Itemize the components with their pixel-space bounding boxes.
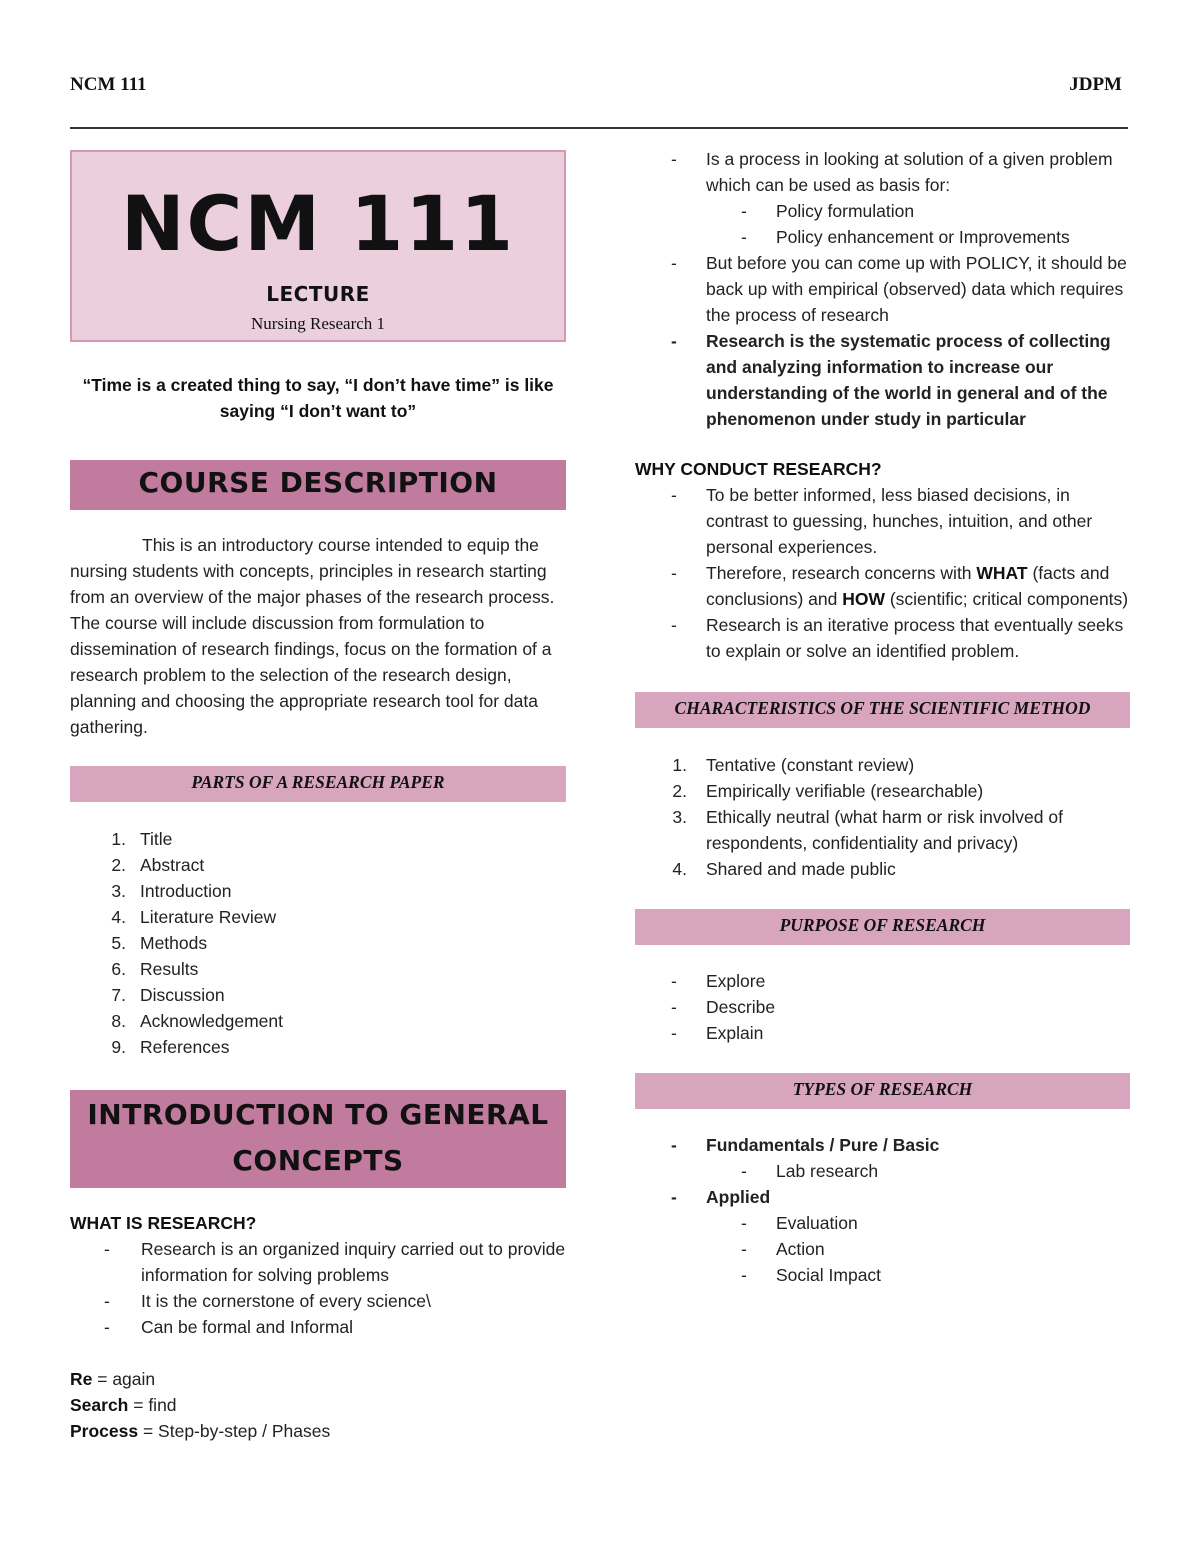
list-item: - Is a process in looking at solution of a given problem which can be used as basis for: xyxy=(671,149,1113,195)
list-item: - Lab research xyxy=(741,1161,879,1181)
parts-list xyxy=(104,826,566,1060)
what-is-research-list xyxy=(104,1236,566,1340)
list-item: - Policy enhancement or Improvements xyxy=(741,227,1070,247)
what-is-research-heading: WHAT IS RESEARCH? xyxy=(70,1213,257,1233)
definition-row: Search = find xyxy=(70,1395,177,1415)
basis-sublist xyxy=(741,198,1130,250)
list-item: - Social Impact xyxy=(741,1265,882,1285)
definitions xyxy=(70,1366,566,1444)
purpose-list xyxy=(671,968,1130,1046)
right-column xyxy=(635,146,1130,1288)
list-item: - Explore xyxy=(671,971,766,991)
definition-row: Process = Step-by-step / Phases xyxy=(70,1421,331,1441)
document-title: NCM 111 xyxy=(120,179,516,268)
research-process-list xyxy=(671,146,1130,198)
list-item: - Research is an organized inquiry carried out to provide information for solving problems xyxy=(104,1239,566,1285)
header-divider xyxy=(70,127,1128,129)
list-item: - Action xyxy=(741,1239,825,1259)
list-item: - Research is an iterative process that eventually seeks to explain or solve an identified problem. xyxy=(671,615,1124,661)
characteristics-list xyxy=(665,752,1130,882)
list-item: 3. Ethically neutral (what harm or risk involved of respondents, confidentiality and privacy) xyxy=(672,807,1063,853)
research-process-list-continued xyxy=(671,250,1130,432)
list-item: - But before you can come up with POLICY, it should be back up with empirical (observed) data which requires the process of research xyxy=(671,253,1127,325)
list-item: - Explain xyxy=(671,1023,764,1043)
left-column xyxy=(70,150,566,1444)
quote: “Time is a created thing to say, “I don’t have time” is like saying “I don’t want to” xyxy=(82,375,554,421)
list-item: - Applied xyxy=(671,1187,771,1207)
list-item: - Evaluation xyxy=(741,1213,858,1233)
header-course-code: NCM 111 xyxy=(70,74,147,95)
list-item: - Can be formal and Informal xyxy=(104,1317,354,1337)
characteristics-heading: CHARACTERISTICS OF THE SCIENTIFIC METHOD xyxy=(635,692,1130,728)
types-heading: TYPES OF RESEARCH xyxy=(635,1073,1130,1109)
intro-heading-line-1: INTRODUCTION TO GENERAL xyxy=(87,1098,549,1131)
list-item: - Therefore, research concerns with WHAT (facts and conclusions) and HOW (scientific; critical components) xyxy=(671,563,1129,609)
types-list-applied xyxy=(671,1184,1130,1210)
list-item: 6. Results xyxy=(111,959,199,979)
types-applied-sublist xyxy=(741,1210,1130,1288)
course-description-text: This is an introductory course intended to equip the nursing students with concepts, principles in research starting from an overview of the major phases of the research process. The course will include discussion from formulation to dissemination of research findings, focus on the formation of a research problem to the selection of the research design, planning and choosing the appropriate research tool for data gathering. xyxy=(70,535,555,737)
list-item: - To be better informed, less biased decisions, in contrast to guessing, hunches, intuition, and other personal experiences. xyxy=(671,485,1093,557)
definition-row: Re = again xyxy=(70,1369,156,1389)
document-subtitle: LECTURE xyxy=(266,282,370,306)
list-item: 2. Abstract xyxy=(111,855,205,875)
list-item: 7. Discussion xyxy=(111,985,225,1005)
header-author-initials: JDPM xyxy=(1069,74,1122,95)
list-item: 8. Acknowledgement xyxy=(111,1011,283,1031)
parts-heading: PARTS OF A RESEARCH PAPER xyxy=(70,766,566,802)
list-item: - It is the cornerstone of every science\ xyxy=(104,1291,431,1311)
list-item: - Fundamentals / Pure / Basic xyxy=(671,1135,940,1155)
types-list xyxy=(671,1132,1130,1158)
list-item: 5. Methods xyxy=(111,933,208,953)
list-item: 4. Literature Review xyxy=(111,907,277,927)
list-item: - Describe xyxy=(671,997,776,1017)
list-item: 2. Empirically verifiable (researchable) xyxy=(672,781,984,801)
list-item: 3. Introduction xyxy=(111,881,232,901)
list-item: 1. Tentative (constant review) xyxy=(672,755,915,775)
purpose-heading: PURPOSE OF RESEARCH xyxy=(635,909,1130,945)
types-basic-sublist xyxy=(741,1158,1130,1184)
intro-heading-line-2: CONCEPTS xyxy=(232,1144,404,1177)
list-item: 1. Title xyxy=(111,829,173,849)
course-description-heading: COURSE DESCRIPTION xyxy=(70,460,566,510)
list-item: - Research is the systematic process of collecting and analyzing information to increase our understanding of the world in general and of the phenomenon under study in particular xyxy=(671,331,1111,429)
list-item: 4. Shared and made public xyxy=(672,859,896,879)
why-conduct-research-heading: WHY CONDUCT RESEARCH? xyxy=(635,459,882,479)
title-box xyxy=(70,150,566,342)
intro-heading xyxy=(70,1090,566,1188)
document-course-name: Nursing Research 1 xyxy=(250,314,386,333)
list-item: - Policy formulation xyxy=(741,201,915,221)
why-conduct-research-list xyxy=(671,482,1130,664)
list-item: 9. References xyxy=(111,1037,230,1057)
